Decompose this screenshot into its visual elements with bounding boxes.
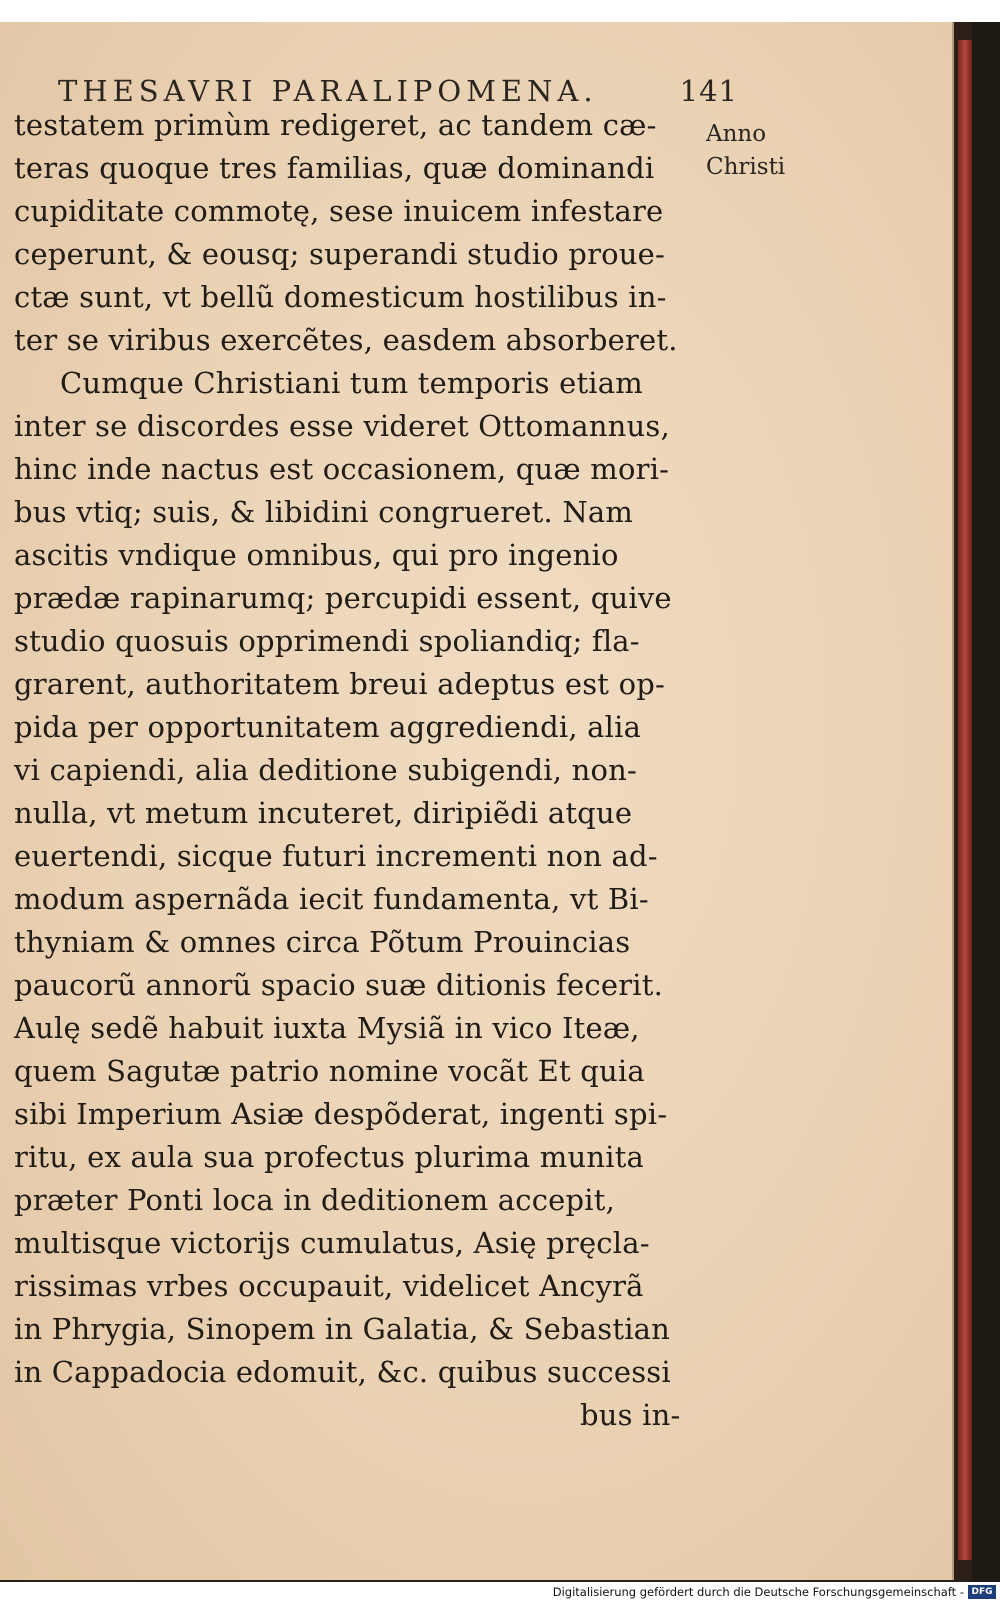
- text-line: bus vtiq; suis, & libidini congrueret. Nam: [14, 495, 634, 529]
- text-line: multisque victorijs cumulatus, Asię pręcla-: [14, 1226, 650, 1260]
- text-line: sibi Imperium Asiæ despõderat, ingenti spi-: [14, 1097, 668, 1131]
- page-edge-red: [958, 40, 972, 1560]
- text-line: testatem primùm redigeret, ac tandem cæ-: [14, 108, 657, 142]
- text-line: rissimas vrbes occupauit, videlicet Ancyrã: [14, 1269, 644, 1303]
- funding-credit: Digitalisierung gefördert durch die Deutsche Forschungsgemeinschaft -: [552, 1585, 964, 1599]
- dfg-logo: DFG: [968, 1585, 996, 1599]
- book-page: [0, 22, 954, 1580]
- text-line: ascitis vndique omnibus, qui pro ingenio: [14, 538, 619, 572]
- page-number: 141: [679, 74, 738, 108]
- running-title: THESAVRI PARALIPOMENA.: [58, 74, 598, 108]
- text-line: hinc inde nactus est occasionem, quæ mori-: [14, 452, 670, 486]
- text-line: paucorũ annorũ spacio suæ ditionis fecerit.: [14, 968, 664, 1002]
- margin-note-line: Anno: [706, 121, 767, 147]
- text-line: ritu, ex aula sua profectus plurima munita: [14, 1140, 645, 1174]
- text-line: teras quoque tres familias, quæ dominandi: [14, 151, 655, 185]
- text-line: pida per opportunitatem aggrediendi, alia: [14, 710, 642, 744]
- text-line: studio quosuis opprimendi spoliandiq; fla-: [14, 624, 640, 658]
- text-line: Cumque Christiani tum temporis etiam: [60, 366, 643, 400]
- margin-note: [706, 118, 816, 184]
- text-line: ctæ sunt, vt bellũ domesticum hostilibus in-: [14, 280, 667, 314]
- footer-bar: [0, 1582, 1000, 1603]
- text-line: nulla, vt metum incuteret, diripiẽdi atque: [14, 796, 633, 830]
- page-edge-dark: [972, 22, 1000, 1582]
- text-line: thyniam & omnes circa Põtum Prouincias: [14, 925, 631, 959]
- margin-note-line: Christi: [706, 154, 786, 180]
- text-line: ter se viribus exercẽtes, easdem absorberet.: [14, 323, 678, 357]
- text-line: cupiditate commotę, sese inuicem infestare: [14, 194, 664, 228]
- text-line: in Cappadocia edomuit, &c. quibus successi: [14, 1355, 671, 1389]
- catchword: bus in-: [580, 1398, 681, 1432]
- text-line: ceperunt, & eousq; superandi studio proue-: [14, 237, 666, 271]
- text-line: vi capiendi, alia deditione subigendi, non-: [14, 753, 638, 787]
- text-line: præter Ponti loca in deditionem accepit,: [14, 1183, 616, 1217]
- text-line: euertendi, sicque futuri incrementi non ad-: [14, 839, 658, 873]
- text-line: inter se discordes esse videret Ottomannus,: [14, 409, 670, 443]
- text-line: grarent, authoritatem breui adeptus est op-: [14, 667, 665, 701]
- text-line: prædæ rapinarumq; percupidi essent, quive: [14, 581, 672, 615]
- text-line: Aulę sedẽ habuit iuxta Mysiã in vico Iteæ,: [14, 1011, 640, 1045]
- text-line: in Phrygia, Sinopem in Galatia, & Sebastian: [14, 1312, 671, 1346]
- text-line: quem Sagutæ patrio nomine vocãt Et quia: [14, 1054, 645, 1088]
- text-line: modum aspernãda iecit fundamenta, vt Bi-: [14, 882, 649, 916]
